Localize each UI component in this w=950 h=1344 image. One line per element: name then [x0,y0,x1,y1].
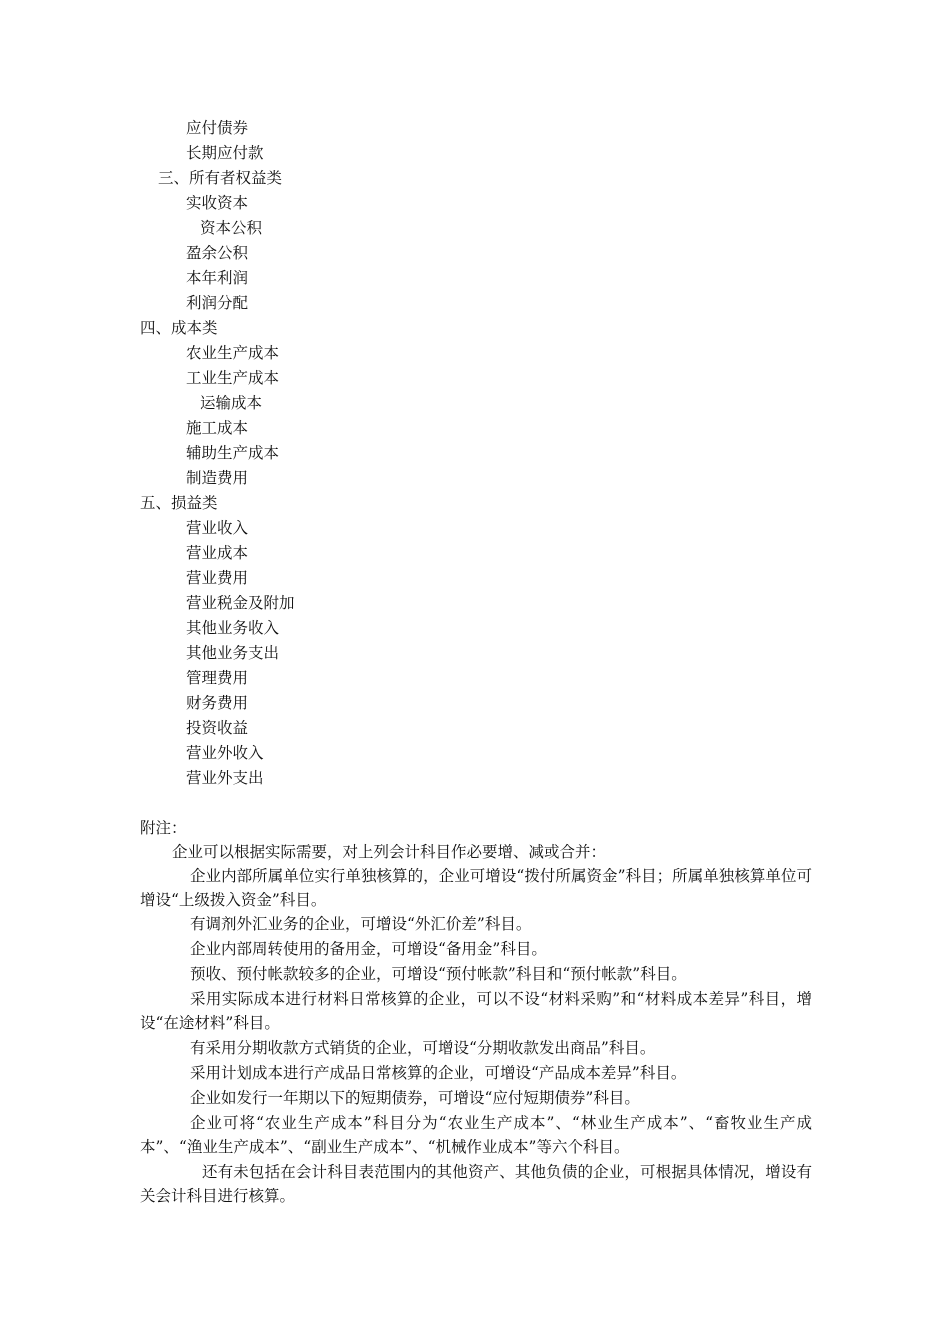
note-paragraph: 预收、预付帐款较多的企业，可增设“预付帐款”科目和“预付帐款”科目。 [190,965,687,983]
account-item: 资本公积 [200,219,263,237]
account-item: 应付债券 [186,119,249,137]
account-item: 管理费用 [186,669,249,687]
account-item: 实收资本 [186,194,249,212]
note-paragraph: 企业如发行一年期以下的短期债券，可增设“应付短期债券”科目。 [190,1089,640,1107]
account-item: 制造费用 [186,469,249,487]
notes-heading: 附注： [140,819,187,837]
note-paragraph: 采用实际成本进行材料日常核算的企业，可以不设“材料采购”和“材料成本差异”科目，增设“在途材料”科目。 [140,990,812,1032]
account-item: 财务费用 [186,694,249,712]
category-heading: 五、损益类 [140,494,218,512]
account-item: 营业外收入 [186,744,264,762]
account-item: 其他业务收入 [186,619,280,637]
account-item: 长期应付款 [186,144,264,162]
account-item: 本年利润 [186,269,249,287]
account-item: 运输成本 [200,394,263,412]
account-item: 辅助生产成本 [186,444,280,462]
note-paragraph: 还有未包括在会计科目表范围内的其他资产、其他负债的企业，可根据具体情况，增设有关会计科目进行核算。 [140,1163,812,1205]
account-item: 营业费用 [186,569,249,587]
note-paragraph: 企业内部所属单位实行单独核算的，企业可增设“拨付所属资金”科目；所属单独核算单位可增设“上级拨入资金”科目。 [140,867,812,909]
note-paragraph: 有采用分期收款方式销货的企业，可增设“分期收款发出商品”科目。 [190,1039,656,1057]
notes-intro: 企业可以根据实际需要，对上列会计科目作必要增、减或合并： [172,843,607,861]
category-heading: 三、所有者权益类 [158,169,283,187]
note-paragraph: 采用计划成本进行产成品日常核算的企业，可增设“产品成本差异”科目。 [190,1064,687,1082]
account-item: 工业生产成本 [186,369,280,387]
account-item: 农业生产成本 [186,344,280,362]
account-item: 利润分配 [186,294,249,312]
note-paragraph: 有调剂外汇业务的企业，可增设“外汇价差”科目。 [190,915,532,933]
account-item: 投资收益 [186,719,249,737]
category-heading: 四、成本类 [140,319,218,337]
account-item: 营业收入 [186,519,249,537]
note-paragraph: 企业内部周转使用的备用金，可增设“备用金”科目。 [190,940,547,958]
account-item: 营业外支出 [186,769,264,787]
account-item: 盈余公积 [186,244,249,262]
account-item: 施工成本 [186,419,249,437]
note-paragraph: 企业可将“农业生产成本”科目分为“农业生产成本”、“林业生产成本”、“畜牧业生产成本”、“渔业生产成本”、“副业生产成本”、“机械作业成本”等六个科目。 [140,1114,812,1156]
account-item: 其他业务支出 [186,644,280,662]
account-item: 营业成本 [186,544,249,562]
account-item: 营业税金及附加 [186,594,295,612]
